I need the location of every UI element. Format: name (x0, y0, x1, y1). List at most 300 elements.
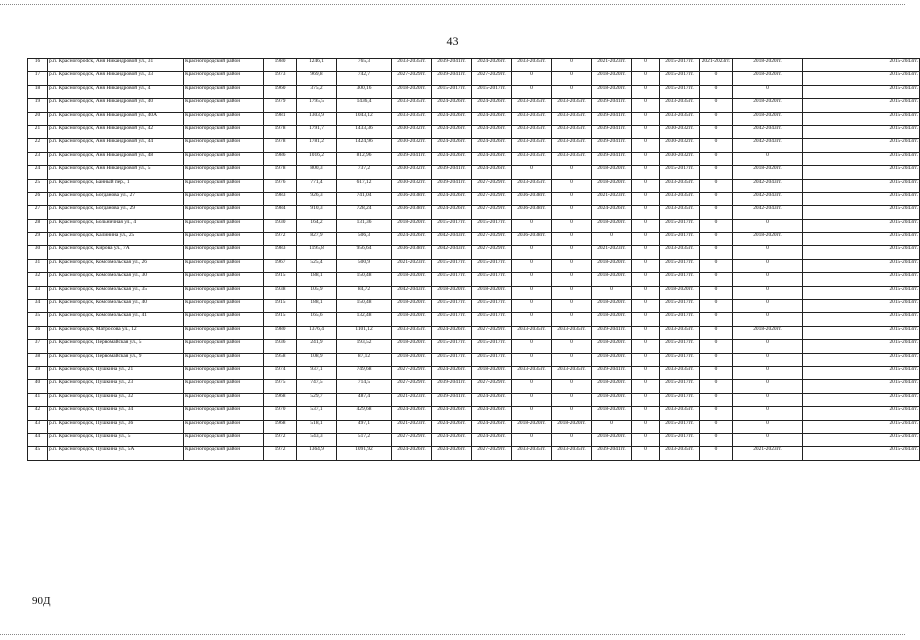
cell-period-cold-water: 2018-2020гг. (592, 433, 632, 446)
cell-district: Красногородский район (184, 166, 264, 179)
cell-period-foundation: 2027-2029гг. (472, 447, 512, 460)
cell-address: р.п. Красногородск, Комсомольская ул., 41 (48, 313, 184, 326)
cell-period-foundation: 2024-2026гг. (472, 125, 512, 138)
cell-total-area: 165,6 (297, 313, 337, 326)
cell-period-facade: 2024-2026гг. (432, 366, 472, 379)
cell-year-built: 1973 (264, 72, 297, 85)
cell-period-total: 2015-2043гг. (803, 353, 920, 366)
cell-address: р.п. Красногородск, Комсомольская ул., 35 (48, 286, 184, 299)
cell-period-cold-water: 2039-2041гг. (592, 125, 632, 138)
cell-period-total: 2015-2043гг. (803, 139, 920, 152)
cell-period-facade: 2024-2026гг. (432, 192, 472, 205)
table-row (28, 420, 920, 433)
cell-address: р.п. Красногородск, Комсомольская ул., 26 (48, 259, 184, 272)
cell-period-total: 2015-2043гг. (803, 420, 920, 433)
cell-district: Красногородский район (184, 259, 264, 272)
cell-period-gas: 0 (632, 166, 660, 179)
cell-period-electric: 2015-2017гг. (660, 259, 700, 272)
cell-period-basement: 2018-2020гг. (733, 166, 803, 179)
cell-period-sewer: 0 (700, 139, 733, 152)
cell-period-facade: 2024-2026гг. (432, 447, 472, 460)
cell-period-electric: 2033-2035гг. (660, 326, 700, 339)
cell-period-facade: 2024-2026гг. (432, 99, 472, 112)
cell-row-number: 18 (28, 85, 48, 98)
cell-period-foundation: 2027-2029гг. (472, 326, 512, 339)
cell-district: Красногородский район (184, 152, 264, 165)
cell-row-number: 44 (28, 433, 48, 446)
cell-period-gas: 0 (632, 112, 660, 125)
table-row (28, 72, 920, 85)
cell-district: Красногородский район (184, 420, 264, 433)
cell-period-foundation: 2015-2017гг. (472, 273, 512, 286)
cell-row-number: 38 (28, 353, 48, 366)
cell-year-built: 1915 (264, 313, 297, 326)
cell-period-foundation: 2015-2017гг. (472, 313, 512, 326)
housing-table-container (27, 58, 918, 461)
cell-period-facade: 2024-2026гг. (432, 112, 472, 125)
cell-period-sewer: 0 (700, 206, 733, 219)
cell-period-foundation: 2024-2026гг. (472, 112, 512, 125)
cell-period-foundation: 2024-2026гг. (472, 393, 512, 406)
cell-period-gas: 0 (632, 72, 660, 85)
cell-period-roof: 2027-2029гг. (392, 433, 432, 446)
cell-period-sewer: 0 (700, 420, 733, 433)
cell-period-electric: 2033-2035гг. (660, 192, 700, 205)
cell-period-electric: 2033-2035гг. (660, 99, 700, 112)
cell-period-gas: 0 (632, 273, 660, 286)
cell-period-total: 2015-2043гг. (803, 273, 920, 286)
cell-period-gas: 0 (632, 192, 660, 205)
cell-total-area: 1016,2 (297, 152, 337, 165)
cell-period-electric: 2015-2017гг. (660, 353, 700, 366)
cell-address: р.п. Красногородск, Комсомольская ул., 40 (48, 300, 184, 313)
cell-period-heating: 2033-2035гг. (512, 179, 552, 192)
cell-period-roof: 2024-2026гг. (392, 233, 432, 246)
cell-row-number: 26 (28, 192, 48, 205)
cell-period-roof: 2027-2029гг. (392, 380, 432, 393)
footer-stamp: 90Д (32, 595, 51, 607)
cell-living-area: 1433,36 (337, 125, 392, 138)
scan-edge-top (0, 4, 905, 5)
cell-period-sewer: 0 (700, 286, 733, 299)
cell-period-facade: 2024-2026гг. (432, 152, 472, 165)
cell-total-area: 747,5 (297, 380, 337, 393)
cell-district: Красногородский район (184, 407, 264, 420)
table-row (28, 286, 920, 299)
cell-total-area: 910,3 (297, 206, 337, 219)
cell-period-cold-water: 2018-2020гг. (592, 72, 632, 85)
table-row (28, 380, 920, 393)
cell-period-roof: 2036-2038гг. (392, 246, 432, 259)
cell-period-sewer: 0 (700, 407, 733, 420)
cell-living-area: 1043,12 (337, 112, 392, 125)
cell-period-hot-water: 2033-2035гг. (552, 99, 592, 112)
cell-total-area: 771,4 (297, 179, 337, 192)
cell-period-basement: 0 (733, 286, 803, 299)
table-row (28, 192, 920, 205)
cell-period-sewer: 0 (700, 246, 733, 259)
cell-period-electric: 2033-2035гг. (660, 447, 700, 460)
cell-period-electric: 2015-2017гг. (660, 219, 700, 232)
cell-period-roof: 2030-2032гг. (392, 166, 432, 179)
cell-year-built: 1938 (264, 286, 297, 299)
cell-living-area: 517,2 (337, 433, 392, 446)
cell-period-hot-water: 0 (552, 206, 592, 219)
cell-period-gas: 0 (632, 206, 660, 219)
cell-period-foundation: 2015-2017гг. (472, 353, 512, 366)
cell-period-total: 2015-2043гг. (803, 152, 920, 165)
cell-address: р.п. Красногородск, Пушкина ул., 5 (48, 433, 184, 446)
cell-address: р.п. Красногородск, Аня Никандровой ул., 48 (48, 152, 184, 165)
cell-period-sewer: 0 (700, 326, 733, 339)
cell-address: р.п. Красногородск, Аня Никандровой ул., 4 (48, 85, 184, 98)
cell-address: р.п. Красногородск, Комсомольская ул., 30 (48, 273, 184, 286)
cell-period-basement: 0 (733, 433, 803, 446)
cell-period-gas: 0 (632, 99, 660, 112)
cell-period-electric: 2033-2035гг. (660, 246, 700, 259)
cell-period-foundation: 2015-2017гг. (472, 85, 512, 98)
cell-period-electric: 2015-2017гг. (660, 85, 700, 98)
cell-period-gas: 0 (632, 393, 660, 406)
cell-period-total: 2015-2043гг. (803, 326, 920, 339)
cell-living-area: 500,9 (337, 259, 392, 272)
cell-district: Красногородский район (184, 353, 264, 366)
cell-period-electric: 2015-2017гг. (660, 380, 700, 393)
cell-year-built: 1968 (264, 393, 297, 406)
cell-period-roof: 2036-2038гг. (392, 206, 432, 219)
cell-period-basement: 2021-2023гг. (733, 447, 803, 460)
cell-period-gas: 0 (632, 259, 660, 272)
cell-total-area: 926,3 (297, 192, 337, 205)
cell-period-electric: 2015-2017гг. (660, 72, 700, 85)
cell-living-area: 1101,12 (337, 326, 392, 339)
cell-period-hot-water: 0 (552, 192, 592, 205)
cell-period-heating: 0 (512, 72, 552, 85)
table-row (28, 179, 920, 192)
cell-period-cold-water: 2018-2020гг. (592, 259, 632, 272)
cell-period-total: 2015-2043гг. (803, 300, 920, 313)
cell-total-area: 1376,4 (297, 326, 337, 339)
cell-year-built: 1972 (264, 433, 297, 446)
cell-period-basement: 2042-2043гг. (733, 139, 803, 152)
cell-year-built: 1915 (264, 273, 297, 286)
cell-year-built: 1970 (264, 407, 297, 420)
cell-year-built: 1972 (264, 447, 297, 460)
cell-period-heating: 0 (512, 380, 552, 393)
cell-year-built: 1986 (264, 152, 297, 165)
cell-living-area: 1424,96 (337, 139, 392, 152)
cell-year-built: 1983 (264, 246, 297, 259)
cell-period-heating: 2033-2035гг. (512, 326, 552, 339)
cell-period-electric: 2033-2035гг. (660, 206, 700, 219)
cell-period-roof: 2018-2020гг. (392, 353, 432, 366)
cell-period-electric: 2015-2017гг. (660, 433, 700, 446)
cell-period-basement: 2018-2020гг. (733, 72, 803, 85)
table-row (28, 166, 920, 179)
cell-period-facade: 2018-2020гг. (432, 286, 472, 299)
cell-period-hot-water: 2033-2035гг. (552, 326, 592, 339)
cell-period-foundation: 2015-2017гг. (472, 300, 512, 313)
cell-period-sewer: 0 (700, 166, 733, 179)
cell-row-number: 32 (28, 273, 48, 286)
cell-period-gas: 0 (632, 447, 660, 460)
cell-period-basement: 2018-2020гг. (733, 59, 803, 72)
cell-district: Красногородский район (184, 112, 264, 125)
cell-period-sewer: 0 (700, 219, 733, 232)
cell-period-gas: 0 (632, 300, 660, 313)
cell-period-basement: 2018-2020гг. (733, 326, 803, 339)
cell-period-electric: 2030-2032гг. (660, 152, 700, 165)
cell-period-hot-water: 0 (552, 59, 592, 72)
cell-year-built: 1979 (264, 99, 297, 112)
cell-period-roof: 2030-2032гг. (392, 179, 432, 192)
cell-period-electric: 2015-2017гг. (660, 233, 700, 246)
cell-period-basement: 0 (733, 85, 803, 98)
cell-period-facade: 2039-2041гг. (432, 179, 472, 192)
cell-period-roof: 2018-2020гг. (392, 219, 432, 232)
cell-period-facade: 2024-2026гг. (432, 206, 472, 219)
cell-living-area: 1436,4 (337, 99, 392, 112)
cell-total-area: 1303,9 (297, 112, 337, 125)
cell-period-sewer: 0 (700, 125, 733, 138)
cell-period-gas: 0 (632, 313, 660, 326)
cell-living-area: 429,68 (337, 407, 392, 420)
cell-period-heating: 2018-2020гг. (512, 420, 552, 433)
cell-period-cold-water: 2018-2020гг. (592, 273, 632, 286)
page-number: 43 (446, 34, 459, 48)
cell-district: Красногородский район (184, 447, 264, 460)
cell-year-built: 1976 (264, 179, 297, 192)
table-row (28, 447, 920, 460)
cell-period-total: 2015-2043гг. (803, 340, 920, 353)
cell-period-foundation: 2015-2017гг. (472, 340, 512, 353)
cell-living-area: 193,52 (337, 340, 392, 353)
cell-period-cold-water: 2039-2041гг. (592, 447, 632, 460)
cell-period-hot-water: 0 (552, 380, 592, 393)
cell-period-foundation: 2027-2029гг. (472, 206, 512, 219)
cell-period-basement: 0 (733, 259, 803, 272)
cell-period-cold-water: 2018-2020гг. (592, 166, 632, 179)
cell-address: р.п. Красногородск, Пушкина ул., 32 (48, 393, 184, 406)
cell-living-area: 150,48 (337, 300, 392, 313)
cell-total-area: 1795,5 (297, 99, 337, 112)
table-row (28, 139, 920, 152)
cell-period-facade: 2042-2043гг. (432, 233, 472, 246)
cell-period-total: 2015-2043гг. (803, 72, 920, 85)
cell-address: р.п. Красногородск, Больничная ул., 4 (48, 219, 184, 232)
cell-period-basement: 2018-2020гг. (733, 112, 803, 125)
table-body (28, 59, 920, 461)
table-row (28, 99, 920, 112)
cell-period-gas: 0 (632, 380, 660, 393)
cell-address: р.п. Красногородск, Пушкина ул., 5А (48, 447, 184, 460)
cell-period-cold-water: 2018-2020гг. (592, 340, 632, 353)
cell-address: р.п. Красногородск, Первомайская ул., 5 (48, 340, 184, 353)
cell-period-facade: 2015-2017гг. (432, 313, 472, 326)
cell-period-heating: 0 (512, 433, 552, 446)
cell-period-gas: 0 (632, 353, 660, 366)
cell-district: Красногородский район (184, 59, 264, 72)
cell-period-basement: 0 (733, 219, 803, 232)
cell-living-area: 84,72 (337, 286, 392, 299)
cell-period-heating: 2033-2035гг. (512, 139, 552, 152)
cell-period-hot-water: 0 (552, 72, 592, 85)
cell-period-heating: 0 (512, 273, 552, 286)
cell-period-sewer: 0 (700, 433, 733, 446)
cell-period-basement: 0 (733, 393, 803, 406)
cell-period-roof: 2039-2041гг. (392, 152, 432, 165)
cell-total-area: 188,1 (297, 273, 337, 286)
cell-district: Красногородский район (184, 139, 264, 152)
cell-row-number: 16 (28, 59, 48, 72)
cell-period-cold-water: 2018-2020гг. (592, 353, 632, 366)
cell-period-sewer: 0 (700, 99, 733, 112)
table-row (28, 273, 920, 286)
cell-period-electric: 2015-2017гг. (660, 340, 700, 353)
cell-period-sewer: 0 (700, 233, 733, 246)
cell-living-area: 741,04 (337, 192, 392, 205)
cell-period-electric: 2030-2032гг. (660, 139, 700, 152)
cell-period-sewer: 0 (700, 380, 733, 393)
cell-period-roof: 2021-2023гг. (392, 393, 432, 406)
cell-period-cold-water: 2018-2020гг. (592, 313, 632, 326)
cell-period-foundation: 2018-2020гг. (472, 286, 512, 299)
cell-period-hot-water: 0 (552, 340, 592, 353)
cell-district: Красногородский район (184, 233, 264, 246)
cell-address: р.п. Красногородск, Матросова ул., 12 (48, 326, 184, 339)
cell-period-basement: 0 (733, 353, 803, 366)
cell-year-built: 1980 (264, 326, 297, 339)
cell-period-basement: 2042-2043гг. (733, 192, 803, 205)
cell-period-cold-water: 2039-2041гг. (592, 99, 632, 112)
cell-period-basement: 2042-2043гг. (733, 206, 803, 219)
cell-total-area: 108,9 (297, 353, 337, 366)
cell-period-total: 2015-2043гг. (803, 59, 920, 72)
cell-address: р.п. Красногородск, Богданова ул., 29 (48, 206, 184, 219)
cell-period-electric: 2030-2032гг. (660, 125, 700, 138)
cell-district: Красногородский район (184, 326, 264, 339)
table-row (28, 300, 920, 313)
cell-district: Красногородский район (184, 219, 264, 232)
cell-period-cold-water: 2018-2020гг. (592, 85, 632, 98)
cell-row-number: 27 (28, 206, 48, 219)
cell-address: р.п. Красногородск, Пушкина ул., 36 (48, 420, 184, 433)
cell-period-electric: 2033-2035гг. (660, 179, 700, 192)
cell-period-facade: 2015-2017гг. (432, 300, 472, 313)
cell-year-built: 1958 (264, 353, 297, 366)
cell-period-heating: 0 (512, 259, 552, 272)
cell-period-facade: 2039-2041гг. (432, 72, 472, 85)
cell-period-sewer: 0 (700, 192, 733, 205)
cell-period-basement: 2042-2043гг. (733, 125, 803, 138)
cell-period-facade: 2024-2026гг. (432, 125, 472, 138)
cell-period-electric: 2015-2017гг. (660, 300, 700, 313)
cell-period-heating: 0 (512, 246, 552, 259)
cell-period-cold-water: 2039-2041гг. (592, 326, 632, 339)
cell-period-cold-water: 0 (592, 286, 632, 299)
cell-living-area: 714,5 (337, 380, 392, 393)
cell-address: р.п. Красногородск, Пушкина ул., 21 (48, 366, 184, 379)
cell-period-heating: 0 (512, 393, 552, 406)
cell-period-sewer: 0 (700, 273, 733, 286)
cell-total-area: 969,8 (297, 72, 337, 85)
cell-period-heating: 0 (512, 85, 552, 98)
cell-period-basement: 2018-2020гг. (733, 233, 803, 246)
cell-period-sewer: 0 (700, 112, 733, 125)
cell-period-hot-water: 0 (552, 407, 592, 420)
cell-total-area: 164,2 (297, 219, 337, 232)
cell-period-foundation: 2018-2020гг. (472, 366, 512, 379)
cell-period-foundation: 2024-2026гг. (472, 420, 512, 433)
cell-row-number: 30 (28, 246, 48, 259)
cell-period-gas: 0 (632, 139, 660, 152)
table-row (28, 206, 920, 219)
cell-period-facade: 2024-2026гг. (432, 420, 472, 433)
cell-period-sewer: 0 (700, 447, 733, 460)
cell-row-number: 36 (28, 326, 48, 339)
cell-period-electric: 2033-2035гг. (660, 407, 700, 420)
cell-period-facade: 2015-2017гг. (432, 259, 472, 272)
table-row (28, 112, 920, 125)
cell-period-roof: 2018-2020гг. (392, 273, 432, 286)
cell-period-gas: 0 (632, 366, 660, 379)
cell-period-heating: 2033-2035гг. (512, 59, 552, 72)
cell-period-facade: 2015-2017гг. (432, 340, 472, 353)
cell-period-basement: 2042-2043гг. (733, 179, 803, 192)
table-row (28, 219, 920, 232)
cell-year-built: 1967 (264, 259, 297, 272)
cell-address: р.п. Красногородск, Аня Никандровой ул., 44 (48, 139, 184, 152)
cell-period-gas: 0 (632, 433, 660, 446)
cell-total-area: 241,9 (297, 340, 337, 353)
cell-period-hot-water: 0 (552, 166, 592, 179)
cell-district: Красногородский район (184, 286, 264, 299)
cell-period-gas: 0 (632, 59, 660, 72)
cell-period-electric: 2015-2017гг. (660, 313, 700, 326)
cell-period-hot-water: 0 (552, 353, 592, 366)
cell-period-gas: 0 (632, 179, 660, 192)
cell-period-roof: 2042-2043гг. (392, 286, 432, 299)
cell-district: Красногородский район (184, 246, 264, 259)
table-row (28, 125, 920, 138)
cell-period-hot-water: 2018-2020гг. (552, 420, 592, 433)
cell-period-facade: 2024-2026гг. (432, 433, 472, 446)
cell-period-facade: 2024-2026гг. (432, 326, 472, 339)
cell-district: Красногородский район (184, 179, 264, 192)
cell-period-electric: 2015-2017гг. (660, 273, 700, 286)
cell-period-total: 2015-2043гг. (803, 179, 920, 192)
cell-period-heating: 0 (512, 166, 552, 179)
cell-address: р.п. Красногородск, Первомайская ул., 9 (48, 353, 184, 366)
cell-period-sewer: 0 (700, 72, 733, 85)
cell-period-gas: 0 (632, 407, 660, 420)
cell-period-foundation: 2015-2017гг. (472, 259, 512, 272)
cell-row-number: 43 (28, 420, 48, 433)
cell-period-gas: 0 (632, 219, 660, 232)
cell-year-built: 1981 (264, 112, 297, 125)
cell-address: р.п. Красногородск, Калинина ул., 25 (48, 233, 184, 246)
cell-period-basement: 0 (733, 313, 803, 326)
cell-district: Красногородский район (184, 85, 264, 98)
cell-period-foundation: 2027-2029гг. (472, 380, 512, 393)
cell-total-area: 937,1 (297, 366, 337, 379)
cell-total-area: 375,2 (297, 85, 337, 98)
cell-period-heating: 2033-2035гг. (512, 99, 552, 112)
cell-period-sewer: 0 (700, 393, 733, 406)
cell-period-hot-water: 0 (552, 433, 592, 446)
cell-period-foundation: 2027-2029гг. (472, 192, 512, 205)
table-row (28, 433, 920, 446)
